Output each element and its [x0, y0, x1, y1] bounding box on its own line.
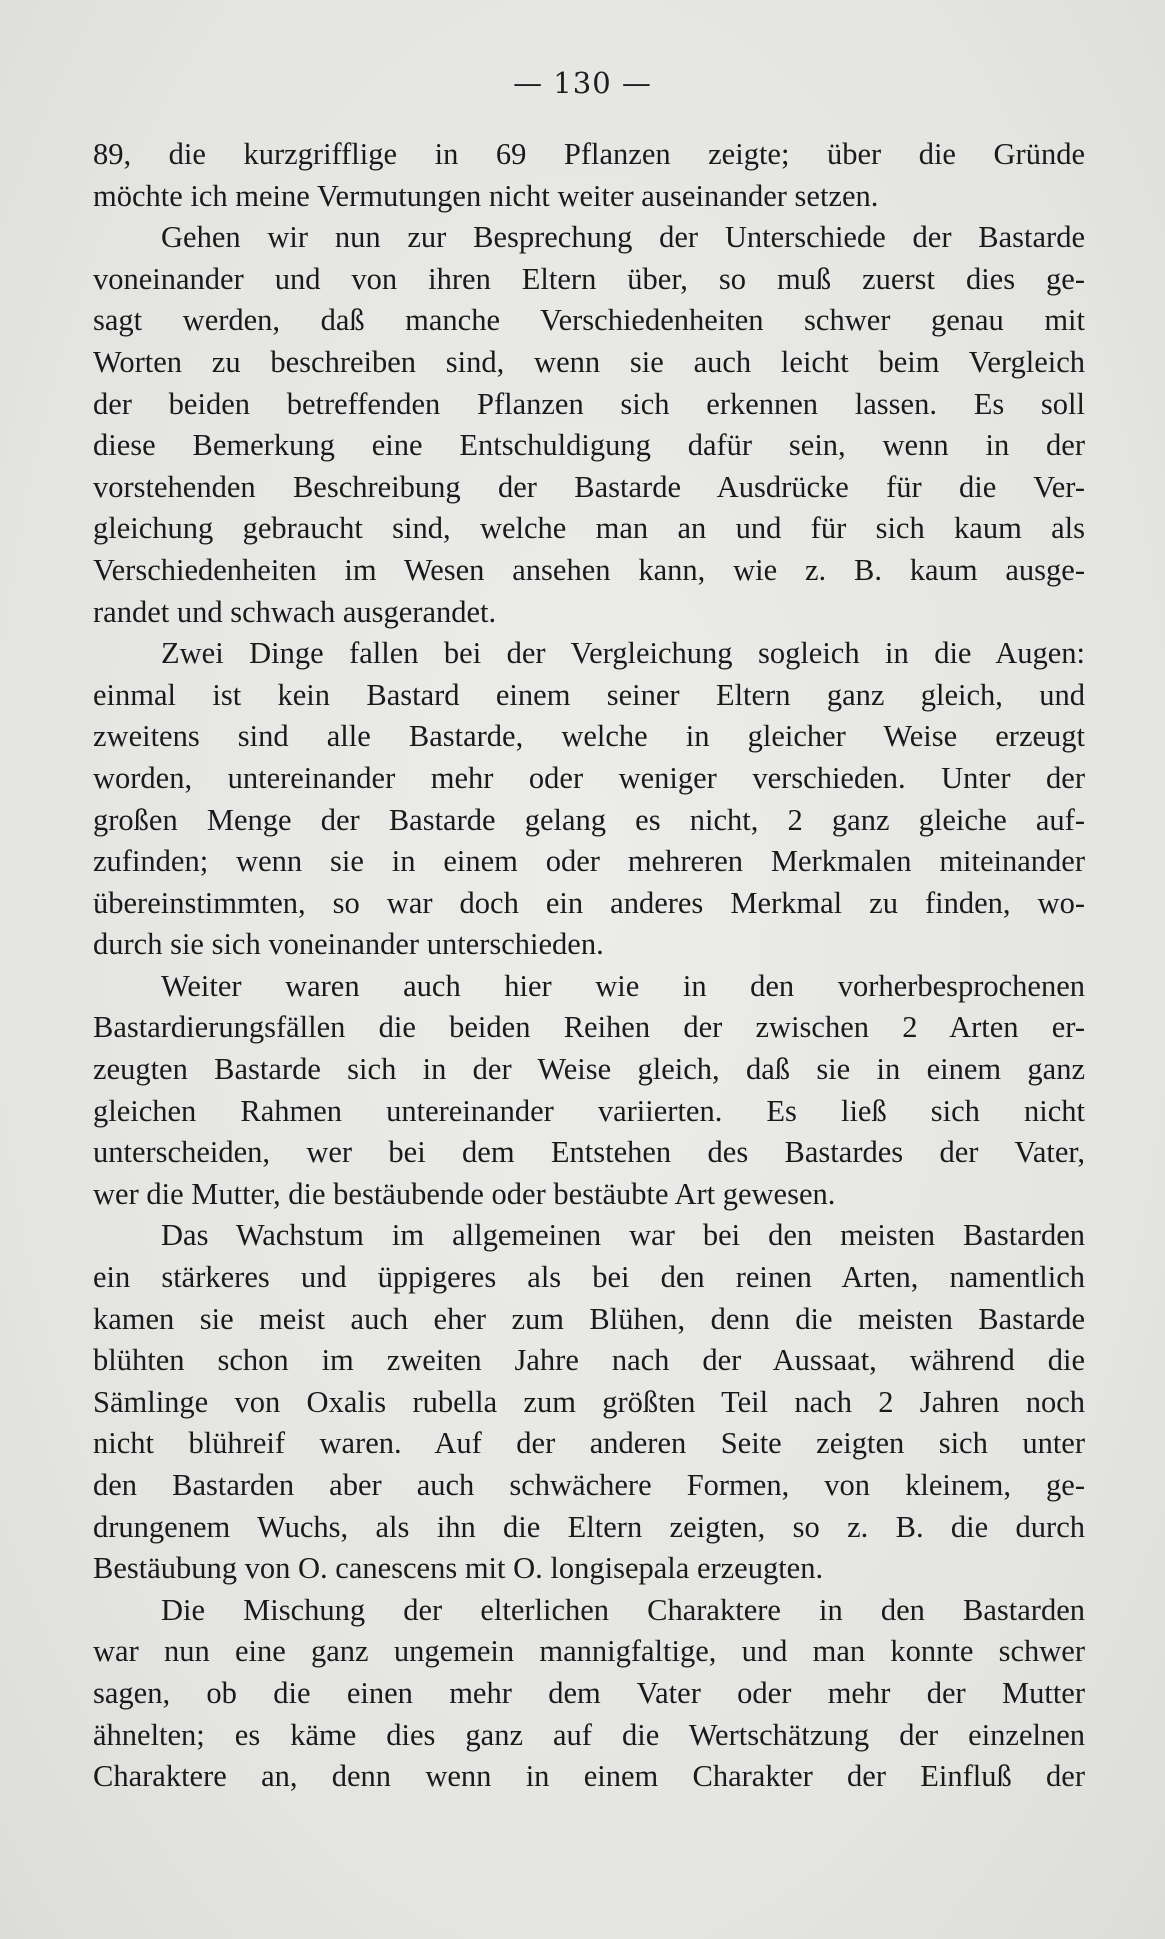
text-line: drungenem Wuchs, als ihn die Eltern zeigten, so z. B. die durch	[93, 1509, 1085, 1544]
text-line: gleichen Rahmen untereinander variierten. Es ließ sich nicht	[93, 1093, 1085, 1128]
paragraph	[93, 966, 1085, 1216]
text-line: übereinstimmten, so war doch ein anderes Merkmal zu finden, wo-	[93, 885, 1085, 920]
text-line: Gehen wir nun zur Besprechung der Unterschiede der Bastarde	[161, 220, 1085, 255]
text-line: ähnelten; es käme dies ganz auf die Wertschätzung der einzelnen	[93, 1717, 1085, 1752]
text-line: randet und schwach ausgerandet.	[93, 594, 497, 629]
text-line: Bestäubung von O. canescens mit O. longisepala erzeugten.	[93, 1551, 824, 1586]
text-line: Sämlinge von Oxalis rubella zum größten Teil nach 2 Jahren noch	[93, 1384, 1085, 1419]
text-line: Verschiedenheiten im Wesen ansehen kann, wie z. B. kaum ausge-	[93, 552, 1085, 587]
text-line: 89, die kurzgrifflige in 69 Pflanzen zeigte; über die Gründe	[93, 137, 1085, 171]
text-line: zufinden; wenn sie in einem oder mehreren Merkmalen miteinander	[93, 844, 1085, 879]
text-line: ein stärkeres und üppigeres als bei den reinen Arten, namentlich	[93, 1260, 1085, 1295]
text-line: Worten zu beschreiben sind, wenn sie auch leicht beim Vergleich	[93, 344, 1085, 379]
body-text	[93, 134, 1085, 1798]
text-line: wer die Mutter, die bestäubende oder bestäubte Art gewesen.	[93, 1176, 836, 1211]
text-line: zeugten Bastarde sich in der Weise gleich, daß sie in einem ganz	[93, 1052, 1085, 1087]
text-line: Die Mischung der elterlichen Charaktere in den Bastarden	[161, 1592, 1085, 1627]
paragraph	[93, 134, 1085, 217]
text-line: zweitens sind alle Bastarde, welche in gleicher Weise erzeugt	[93, 719, 1085, 754]
text-line: blühten schon im zweiten Jahre nach der Aussaat, während die	[93, 1343, 1085, 1378]
text-line: sagt werden, daß manche Verschiedenheiten schwer genau mit	[93, 303, 1085, 338]
paragraph	[93, 1215, 1085, 1589]
text-line: der beiden betreffenden Pflanzen sich erkennen lassen. Es soll	[93, 386, 1085, 421]
text-line: war nun eine ganz ungemein mannigfaltige, und man konnte schwer	[93, 1634, 1085, 1669]
text-line: Zwei Dinge fallen bei der Vergleichung sogleich in die Augen:	[161, 636, 1085, 671]
text-line: unterscheiden, wer bei dem Entstehen des Bastardes der Vater,	[93, 1135, 1085, 1170]
text-line: vorstehenden Beschreibung der Bastarde Ausdrücke für die Ver-	[93, 469, 1085, 504]
text-line: nicht blühreif waren. Auf der anderen Seite zeigten sich unter	[93, 1426, 1085, 1461]
text-line: durch sie sich voneinander unterschieden.	[93, 927, 604, 962]
text-line: kamen sie meist auch eher zum Blühen, denn die meisten Bastarde	[93, 1301, 1085, 1336]
text-line: Weiter waren auch hier wie in den vorherbesprochenen	[161, 968, 1085, 1003]
paragraph	[93, 633, 1085, 966]
page-number: — 130 —	[513, 66, 652, 100]
paragraph	[93, 217, 1085, 633]
text-line: großen Menge der Bastarde gelang es nicht, 2 ganz gleiche auf-	[93, 802, 1085, 837]
text-line: möchte ich meine Vermutungen nicht weiter auseinander setzen.	[93, 178, 879, 213]
text-line: worden, untereinander mehr oder weniger verschieden. Unter der	[93, 760, 1085, 795]
text-line: Charaktere an, denn wenn in einem Charakter der Einfluß der	[93, 1759, 1085, 1794]
text-line: voneinander und von ihren Eltern über, so muß zuerst dies ge-	[93, 261, 1085, 296]
text-line: diese Bemerkung eine Entschuldigung dafür sein, wenn in der	[93, 428, 1085, 463]
text-line: sagen, ob die einen mehr dem Vater oder mehr der Mutter	[93, 1675, 1085, 1710]
text-line: gleichung gebraucht sind, welche man an und für sich kaum als	[93, 511, 1085, 546]
paragraph	[93, 1590, 1085, 1798]
text-line: einmal ist kein Bastard einem seiner Eltern ganz gleich, und	[93, 677, 1085, 712]
text-line: Das Wachstum im allgemeinen war bei den meisten Bastarden	[161, 1218, 1085, 1253]
text-line: den Bastarden aber auch schwächere Formen, von kleinem, ge-	[93, 1468, 1085, 1502]
text-line: Bastardierungsfällen die beiden Reihen der zwischen 2 Arten er-	[93, 1010, 1085, 1045]
